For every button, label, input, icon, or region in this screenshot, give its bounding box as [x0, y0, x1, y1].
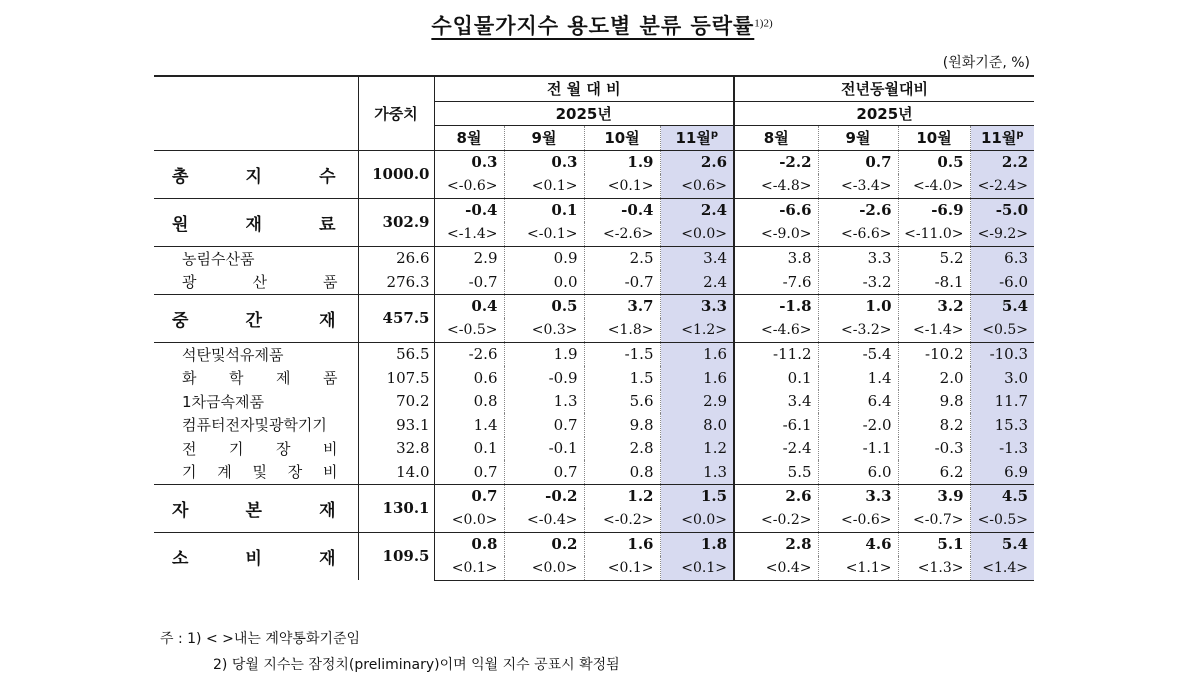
- row-weight: 26.6: [358, 246, 434, 270]
- contract-currency-cell: <0.1>: [504, 174, 584, 198]
- row-weight: 109.5: [358, 532, 434, 580]
- contract-currency-cell: <0.1>: [660, 556, 734, 580]
- row-label: 총 지 수: [154, 150, 358, 198]
- value-cell: -0.2: [504, 484, 584, 508]
- value-cell: 2.2: [970, 150, 1034, 174]
- row-weight: 276.3: [358, 270, 434, 294]
- contract-currency-cell: <-1.4>: [434, 222, 504, 246]
- table-row-sub: [154, 413, 1034, 437]
- month-label: 10월: [604, 129, 640, 148]
- header-month: [660, 126, 734, 151]
- value-cell: 1.2: [584, 484, 660, 508]
- table-row-sub: [154, 390, 1034, 414]
- value-cell: 0.7: [434, 484, 504, 508]
- value-cell: -0.7: [434, 270, 504, 294]
- unit-label: (원화기준, %): [942, 55, 1030, 71]
- value-cell: 2.6: [660, 150, 734, 174]
- contract-currency-cell: <1.8>: [584, 318, 660, 342]
- table-row: [154, 294, 1034, 318]
- value-cell: 5.1: [898, 532, 970, 556]
- header-weight: 가중치: [358, 76, 434, 150]
- contract-currency-cell: <-3.2>: [818, 318, 898, 342]
- value-cell: -2.0: [818, 413, 898, 437]
- value-cell: 2.5: [584, 246, 660, 270]
- value-cell: -2.6: [818, 198, 898, 222]
- footnote-2: 2) 당월 지수는 잠정치(preliminary)이며 익월 지수 공표시 확정됨: [213, 657, 620, 673]
- value-cell: 1.6: [584, 532, 660, 556]
- contract-currency-cell: <0.3>: [504, 318, 584, 342]
- value-cell: 2.4: [660, 270, 734, 294]
- value-cell: -1.1: [818, 437, 898, 461]
- month-label: 8월: [763, 129, 789, 148]
- header-blank: [154, 76, 358, 150]
- value-cell: 0.8: [434, 532, 504, 556]
- contract-currency-cell: <-11.0>: [898, 222, 970, 246]
- row-label: 광 산 품: [154, 270, 358, 294]
- value-cell: 8.0: [660, 413, 734, 437]
- value-cell: 1.6: [660, 366, 734, 390]
- contract-currency-cell: <0.0>: [660, 508, 734, 532]
- value-cell: 2.0: [898, 366, 970, 390]
- value-cell: -6.9: [898, 198, 970, 222]
- value-cell: 2.4: [660, 198, 734, 222]
- value-cell: 0.2: [504, 532, 584, 556]
- value-cell: -1.3: [970, 437, 1034, 461]
- header-year-mom: 2025년: [434, 101, 734, 126]
- value-cell: 0.3: [504, 150, 584, 174]
- value-cell: 6.3: [970, 246, 1034, 270]
- value-cell: 5.2: [898, 246, 970, 270]
- value-cell: -2.2: [734, 150, 818, 174]
- table-row: [154, 150, 1034, 174]
- row-weight: 32.8: [358, 437, 434, 461]
- value-cell: -0.1: [504, 437, 584, 461]
- contract-currency-cell: <0.0>: [660, 222, 734, 246]
- footnote-1: 주 : 1) < >내는 계약통화기준임: [160, 631, 361, 647]
- value-cell: 1.8: [660, 532, 734, 556]
- row-label: 소 비 재: [154, 532, 358, 580]
- contract-currency-cell: <-0.5>: [970, 508, 1034, 532]
- contract-currency-cell: <-2.4>: [970, 174, 1034, 198]
- header-month: [898, 126, 970, 151]
- contract-currency-cell: <-2.6>: [584, 222, 660, 246]
- value-cell: 0.7: [434, 460, 504, 484]
- table-row-sub: [154, 342, 1034, 366]
- title-footnote-ref: 1)2): [754, 17, 773, 30]
- value-cell: 0.4: [434, 294, 504, 318]
- value-cell: 2.8: [734, 532, 818, 556]
- contract-currency-cell: <0.0>: [504, 556, 584, 580]
- value-cell: 0.1: [734, 366, 818, 390]
- contract-currency-cell: <-9.2>: [970, 222, 1034, 246]
- value-cell: 1.5: [584, 366, 660, 390]
- value-cell: 6.4: [818, 390, 898, 414]
- row-weight: 56.5: [358, 342, 434, 366]
- contract-currency-cell: <0.5>: [970, 318, 1034, 342]
- value-cell: -0.4: [584, 198, 660, 222]
- row-label: 자 본 재: [154, 484, 358, 532]
- value-cell: 0.5: [504, 294, 584, 318]
- value-cell: -1.8: [734, 294, 818, 318]
- value-cell: 2.6: [734, 484, 818, 508]
- contract-currency-cell: <-0.2>: [734, 508, 818, 532]
- value-cell: -11.2: [734, 342, 818, 366]
- value-cell: 4.5: [970, 484, 1034, 508]
- value-cell: 5.4: [970, 294, 1034, 318]
- value-cell: 3.8: [734, 246, 818, 270]
- value-cell: 15.3: [970, 413, 1034, 437]
- value-cell: -0.3: [898, 437, 970, 461]
- contract-currency-cell: <1.3>: [898, 556, 970, 580]
- prelim-mark: p: [710, 129, 719, 141]
- contract-currency-cell: <-6.6>: [818, 222, 898, 246]
- contract-currency-cell: <0.1>: [434, 556, 504, 580]
- value-cell: 3.0: [970, 366, 1034, 390]
- month-label: 11월: [675, 129, 711, 148]
- row-label: 중 간 재: [154, 294, 358, 342]
- contract-currency-cell: <-0.7>: [898, 508, 970, 532]
- value-cell: 1.6: [660, 342, 734, 366]
- contract-currency-cell: <-0.6>: [434, 174, 504, 198]
- contract-currency-cell: <-4.8>: [734, 174, 818, 198]
- row-weight: 302.9: [358, 198, 434, 246]
- contract-currency-cell: <0.4>: [734, 556, 818, 580]
- value-cell: 0.5: [898, 150, 970, 174]
- value-cell: 2.8: [584, 437, 660, 461]
- value-cell: 1.4: [434, 413, 504, 437]
- value-cell: -6.6: [734, 198, 818, 222]
- value-cell: 1.9: [504, 342, 584, 366]
- row-weight: 130.1: [358, 484, 434, 532]
- title-text: 수입물가지수 용도별 분류 등락률: [431, 14, 755, 38]
- contract-currency-cell: <-0.4>: [504, 508, 584, 532]
- value-cell: -10.3: [970, 342, 1034, 366]
- value-cell: 6.0: [818, 460, 898, 484]
- row-label: 화 학 제 품: [154, 366, 358, 390]
- table-row-sub: [154, 270, 1034, 294]
- value-cell: 6.2: [898, 460, 970, 484]
- value-cell: 1.3: [660, 460, 734, 484]
- month-label: 11월: [981, 129, 1017, 148]
- value-cell: -10.2: [898, 342, 970, 366]
- value-cell: 3.2: [898, 294, 970, 318]
- header-yoy: 전년동월대비: [734, 76, 1034, 101]
- value-cell: 0.1: [504, 198, 584, 222]
- row-label: 컴퓨터전자및광학기기: [154, 413, 358, 437]
- value-cell: 0.7: [504, 413, 584, 437]
- value-cell: 1.3: [504, 390, 584, 414]
- contract-currency-cell: <0.1>: [584, 556, 660, 580]
- value-cell: -7.6: [734, 270, 818, 294]
- month-label: 9월: [531, 129, 557, 148]
- value-cell: 2.9: [660, 390, 734, 414]
- table-row-sub: [154, 460, 1034, 484]
- contract-currency-cell: <-9.0>: [734, 222, 818, 246]
- value-cell: -1.5: [584, 342, 660, 366]
- value-cell: -6.0: [970, 270, 1034, 294]
- value-cell: 0.8: [584, 460, 660, 484]
- contract-currency-cell: <1.1>: [818, 556, 898, 580]
- value-cell: -5.4: [818, 342, 898, 366]
- value-cell: -3.2: [818, 270, 898, 294]
- header-row: [154, 76, 1034, 101]
- value-cell: 0.7: [504, 460, 584, 484]
- contract-currency-cell: <-0.2>: [584, 508, 660, 532]
- value-cell: 1.9: [584, 150, 660, 174]
- prelim-mark: p: [1016, 129, 1024, 141]
- value-cell: 1.0: [818, 294, 898, 318]
- table-row: [154, 484, 1034, 508]
- header-month: [584, 126, 660, 151]
- row-label: 1차금속제품: [154, 390, 358, 414]
- table-row-sub: [154, 437, 1034, 461]
- value-cell: 0.8: [434, 390, 504, 414]
- header-month: [434, 126, 504, 151]
- contract-currency-cell: <-0.1>: [504, 222, 584, 246]
- value-cell: 1.2: [660, 437, 734, 461]
- value-cell: 5.6: [584, 390, 660, 414]
- value-cell: 5.5: [734, 460, 818, 484]
- value-cell: 2.9: [434, 246, 504, 270]
- contract-currency-cell: <-1.4>: [898, 318, 970, 342]
- value-cell: 3.4: [734, 390, 818, 414]
- row-weight: 70.2: [358, 390, 434, 414]
- value-cell: 0.0: [504, 270, 584, 294]
- value-cell: 0.6: [434, 366, 504, 390]
- contract-currency-cell: <0.6>: [660, 174, 734, 198]
- value-cell: 0.7: [818, 150, 898, 174]
- table-row: [154, 532, 1034, 556]
- value-cell: 9.8: [898, 390, 970, 414]
- contract-currency-cell: <-0.6>: [818, 508, 898, 532]
- value-cell: 5.4: [970, 532, 1034, 556]
- value-cell: 6.9: [970, 460, 1034, 484]
- value-cell: 0.9: [504, 246, 584, 270]
- value-cell: 3.3: [818, 246, 898, 270]
- table-row: [154, 198, 1034, 222]
- row-label: 석탄및석유제품: [154, 342, 358, 366]
- value-cell: 0.1: [434, 437, 504, 461]
- value-cell: -0.7: [584, 270, 660, 294]
- row-weight: 1000.0: [358, 150, 434, 198]
- value-cell: -2.6: [434, 342, 504, 366]
- value-cell: 1.4: [818, 366, 898, 390]
- contract-currency-cell: <-0.5>: [434, 318, 504, 342]
- header-month: [818, 126, 898, 151]
- contract-currency-cell: <1.2>: [660, 318, 734, 342]
- value-cell: 0.3: [434, 150, 504, 174]
- month-label: 9월: [845, 129, 871, 148]
- row-label: 기 계 및 장 비: [154, 460, 358, 484]
- month-label: 8월: [456, 129, 482, 148]
- header-month: [970, 126, 1034, 151]
- header-month: [734, 126, 818, 151]
- value-cell: -5.0: [970, 198, 1034, 222]
- month-label: 10월: [916, 129, 952, 148]
- row-weight: 107.5: [358, 366, 434, 390]
- value-cell: 8.2: [898, 413, 970, 437]
- row-weight: 93.1: [358, 413, 434, 437]
- contract-currency-cell: <1.4>: [970, 556, 1034, 580]
- value-cell: -2.4: [734, 437, 818, 461]
- value-cell: 9.8: [584, 413, 660, 437]
- contract-currency-cell: <0.1>: [584, 174, 660, 198]
- row-label: 원 재 료: [154, 198, 358, 246]
- value-cell: 3.3: [660, 294, 734, 318]
- price-index-table: [154, 75, 1034, 581]
- value-cell: -0.4: [434, 198, 504, 222]
- header-year-yoy: 2025년: [734, 101, 1034, 126]
- value-cell: -0.9: [504, 366, 584, 390]
- table-row-sub: [154, 366, 1034, 390]
- header-mom: 전 월 대 비: [434, 76, 734, 101]
- contract-currency-cell: <-3.4>: [818, 174, 898, 198]
- row-weight: 14.0: [358, 460, 434, 484]
- row-weight: 457.5: [358, 294, 434, 342]
- row-label: 농림수산품: [154, 246, 358, 270]
- table-row-sub: [154, 246, 1034, 270]
- value-cell: 11.7: [970, 390, 1034, 414]
- value-cell: 3.7: [584, 294, 660, 318]
- row-label: 전 기 장 비: [154, 437, 358, 461]
- value-cell: -6.1: [734, 413, 818, 437]
- value-cell: 3.3: [818, 484, 898, 508]
- value-cell: -8.1: [898, 270, 970, 294]
- header-month: [504, 126, 584, 151]
- value-cell: 3.9: [898, 484, 970, 508]
- page-title: [0, 10, 1204, 40]
- contract-currency-cell: <0.0>: [434, 508, 504, 532]
- value-cell: 3.4: [660, 246, 734, 270]
- value-cell: 1.5: [660, 484, 734, 508]
- contract-currency-cell: <-4.0>: [898, 174, 970, 198]
- value-cell: 4.6: [818, 532, 898, 556]
- contract-currency-cell: <-4.6>: [734, 318, 818, 342]
